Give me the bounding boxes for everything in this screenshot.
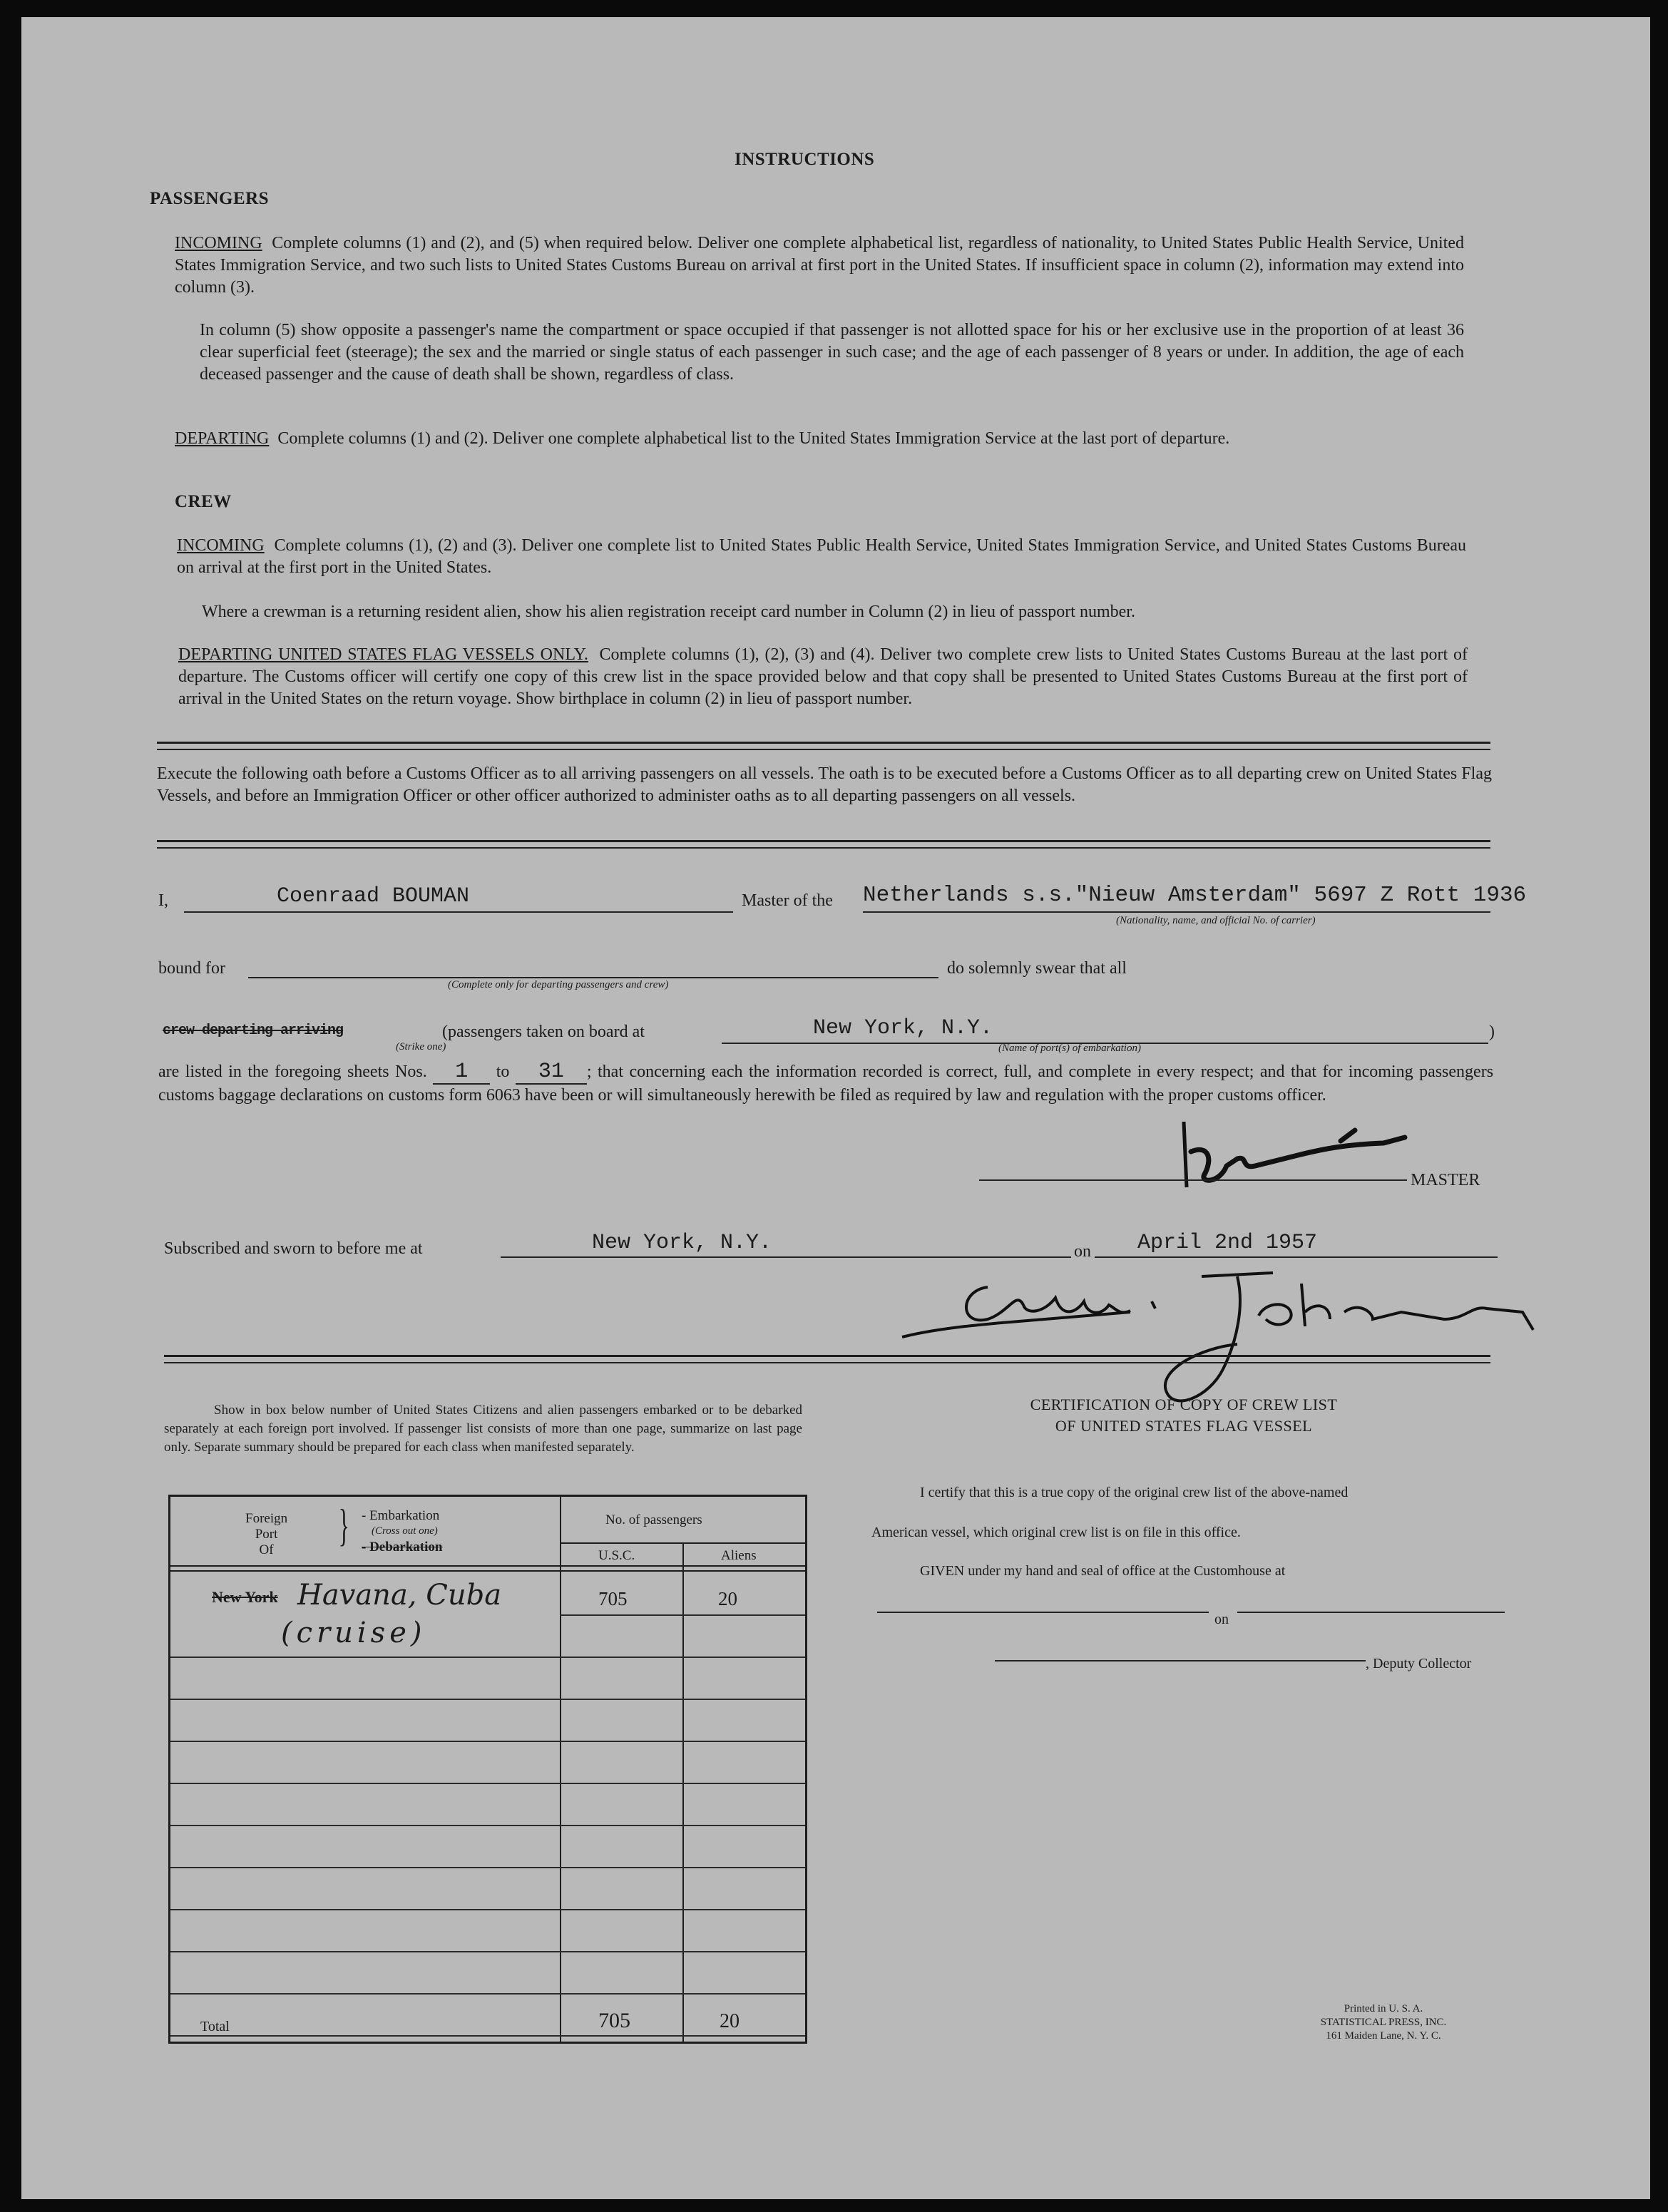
total-label: Total xyxy=(200,2019,230,2034)
embarkation-port-caption: (Name of port(s) of embarkation) xyxy=(998,1043,1141,1054)
subscribed-label: Subscribed and sworn to before me at xyxy=(164,1239,423,1258)
listed-label: are listed in the foregoing sheets Nos. xyxy=(158,1063,427,1081)
master-signature-line xyxy=(979,1178,1407,1181)
aliens-column-header: Aliens xyxy=(721,1548,757,1563)
summary-row-line xyxy=(170,1825,805,1826)
struck-crew-text: crew departing arriving xyxy=(163,1023,344,1039)
printer-line1: Printed in U. S. A. xyxy=(1344,2003,1423,2014)
usc-column-header: U.S.C. xyxy=(598,1548,635,1563)
summary-row-line xyxy=(560,1614,805,1616)
crew-incoming-instruction xyxy=(177,535,1466,579)
to-label: to xyxy=(496,1063,510,1081)
certification-on-label: on xyxy=(1214,1612,1229,1627)
summary-row-line xyxy=(170,2035,805,2037)
crew-incoming-label: INCOMING xyxy=(177,536,265,555)
debarkation-struck: - Debarkation xyxy=(362,1540,443,1555)
divider xyxy=(157,742,1490,744)
port-label: Port xyxy=(255,1527,278,1542)
certification-title-line1: CERTIFICATION OF COPY OF CREW LIST xyxy=(1030,1396,1338,1413)
sworn-date-value: April 2nd 1957 xyxy=(1137,1231,1318,1255)
passengers-heading: PASSENGERS xyxy=(150,189,270,208)
bound-for-caption: (Complete only for departing passengers and crew) xyxy=(448,979,669,990)
crew-departing-text: Complete columns (1), (2), (3) and (4). Deliver two complete crew lists to United States Customs Bureau at the last port of departure. The Customs officer will certify one copy of this crew list in the space provided below and that copy shall be presented to United States Customs Bureau at the first port of arrival in the United States on the return voyage. Show birthplace in column (2) in lieu of passport number. xyxy=(178,645,1468,708)
no-passengers-label: No. of passengers xyxy=(605,1512,702,1527)
passengers-departing-instruction xyxy=(175,428,1464,450)
sworn-on-label: on xyxy=(1074,1242,1091,1261)
bound-for-label: bound for xyxy=(158,959,225,978)
summary-instruction: Show in box below number of United States Citizens and alien passengers embarked or to be debarked separately at each foreign port involved. If passenger list consists of more than one page, summarize on last page only. Separate summary should be prepared for each class when manifested separately. xyxy=(164,1403,802,1455)
summary-row-line xyxy=(170,1909,805,1910)
certification-line2: American vessel, which original crew list is on file in this office. xyxy=(871,1525,1241,1540)
summary-row-line xyxy=(170,1951,805,1952)
aliens-count: 20 xyxy=(718,1588,737,1609)
customhouse-field xyxy=(877,1610,1209,1613)
oath-instruction: Execute the following oath before a Customs Officer as to all arriving passengers on all vessels. The oath is to be executed before a Customs Officer as to all departing crew on United States Flag Vessels, and before an Immigration Officer or other officer authorized to administer oaths as to all departing passengers on all vessels. xyxy=(157,764,1492,805)
divider xyxy=(164,1355,1490,1357)
cross-out-caption: (Cross out one) xyxy=(372,1525,438,1537)
total-aliens: 20 xyxy=(720,2010,740,2032)
embarkation-port-value: New York, N.Y. xyxy=(813,1016,993,1040)
crew-heading: CREW xyxy=(175,492,232,511)
vessel-value: Netherlands s.s."Nieuw Amsterdam" 5697 Z Rott 1936 xyxy=(863,883,1527,908)
vessel-caption: (Nationality, name, and official No. of carrier) xyxy=(1116,915,1316,926)
crew-departing-label: DEPARTING UNITED STATES FLAG VESSELS ONLY. xyxy=(178,645,588,664)
certification-line1: I certify that this is a true copy of the original crew list of the above-named xyxy=(920,1485,1349,1500)
crew-incoming-text: Complete columns (1), (2) and (3). Deliver one complete list to United States Public Health Service, United States Immigration Service, and United States Customs Bureau on arrival at the first port in the United States. xyxy=(177,536,1466,577)
master-label: MASTER xyxy=(1411,1171,1480,1189)
printer-imprint xyxy=(1284,2002,1483,2043)
certification-date-field xyxy=(1237,1610,1505,1613)
summary-row-line xyxy=(170,1657,805,1658)
passengers-incoming-instruction xyxy=(175,232,1464,299)
sworn-place-value: New York, N.Y. xyxy=(592,1231,772,1255)
instructions-title: INSTRUCTIONS xyxy=(735,150,875,169)
crew-departing-instruction xyxy=(178,644,1468,710)
passengers-incoming-label: INCOMING xyxy=(175,234,262,252)
usc-count: 705 xyxy=(598,1588,628,1609)
certification-title xyxy=(849,1394,1519,1437)
summary-row-line xyxy=(170,1783,805,1784)
swear-label: do solemnly swear that all xyxy=(947,959,1127,978)
passengers-taken-label: (passengers taken on board at xyxy=(442,1023,645,1041)
summary-row-line xyxy=(170,1741,805,1742)
column-divider xyxy=(560,1497,561,2042)
bound-for-field xyxy=(248,956,938,978)
summary-row-line xyxy=(170,1993,805,1995)
deputy-collector-field xyxy=(995,1659,1366,1661)
header-rule xyxy=(170,1570,805,1572)
strike-one-caption: (Strike one) xyxy=(396,1041,446,1053)
sheets-statement xyxy=(158,1061,1493,1107)
divider xyxy=(157,847,1490,849)
closing-paren: ) xyxy=(1489,1023,1495,1041)
deputy-collector-label: , Deputy Collector xyxy=(1366,1656,1472,1671)
of-label: Of xyxy=(259,1542,274,1557)
port-handwritten-cruise: (cruise) xyxy=(281,1617,426,1649)
master-of-label: Master of the xyxy=(742,891,833,910)
struck-port-new-york: New York xyxy=(212,1588,278,1606)
printer-line3: 161 Maiden Lane, N. Y. C. xyxy=(1326,2030,1441,2042)
passengers-incoming-text: Complete columns (1) and (2), and (5) when required below. Deliver one complete alphabetical list, regardless of nationality, to United States Public Health Service, United States Immigration Service, and two such lists to United States Customs Bureau on arrival at first port in the United States. If insufficient space in column (2), information may extend into column (3). xyxy=(175,234,1464,297)
header-rule xyxy=(170,1565,805,1567)
summary-row-line xyxy=(170,1699,805,1700)
column-divider xyxy=(682,1542,684,2042)
passenger-summary-box xyxy=(168,1495,807,2044)
brace-glyph: } xyxy=(338,1500,350,1550)
divider xyxy=(164,1362,1490,1363)
certification-title-line2: OF UNITED STATES FLAG VESSEL xyxy=(1055,1417,1313,1435)
passengers-column5-instruction: In column (5) show opposite a passenger's name the compartment or space occupied if that passenger is not allotted space for his or her exclusive use in the proportion of at least 36 clear superficial feet (steerage); the sex and the married or single status of each passenger in such case; and the age of each passenger of 8 years or under. In addition, the age of each deceased passenger and the cause of death shall be shown, regardless of class. xyxy=(200,321,1464,384)
sheet-to-value: 31 xyxy=(516,1061,587,1085)
foreign-label: Foreign xyxy=(245,1511,288,1526)
total-usc: 705 xyxy=(598,2009,630,2032)
foreign-port-of-label xyxy=(245,1511,287,1558)
sheet-from-value: 1 xyxy=(433,1061,490,1085)
summary-row-line xyxy=(170,1867,805,1868)
oath-i-label: I, xyxy=(158,891,168,910)
sworn-place-field xyxy=(501,1235,1071,1258)
divider xyxy=(157,840,1490,842)
printer-line2: STATISTICAL PRESS, INC. xyxy=(1320,2017,1447,2028)
crew-resident-instruction: Where a crewman is a returning resident alien, show his alien registration receipt card number in Column (2) in lieu of passport number. xyxy=(202,603,1135,621)
embarkation-label: - Embarkation xyxy=(362,1508,440,1523)
passengers-departing-text: Complete columns (1) and (2). Deliver one complete alphabetical list to the United States Immigration Service at the last port of departure. xyxy=(277,429,1230,448)
port-handwritten-havana: Havana, Cuba xyxy=(297,1579,502,1612)
master-name-value: Coenraad BOUMAN xyxy=(277,884,470,908)
passengers-departing-label: DEPARTING xyxy=(175,429,270,448)
master-signature xyxy=(1170,1116,1426,1202)
listed-text: ; that concerning each the information recorded is correct, full, and complete in every respect; and that for incoming passengers customs baggage declarations on customs form 6063 have been or will simultaneously herewith be filed as required by law and regulation with the proper customs officer. xyxy=(158,1063,1494,1105)
header-rule xyxy=(560,1542,805,1544)
certification-line3: GIVEN under my hand and seal of office at the Customhouse at xyxy=(920,1563,1286,1579)
divider xyxy=(157,749,1490,750)
